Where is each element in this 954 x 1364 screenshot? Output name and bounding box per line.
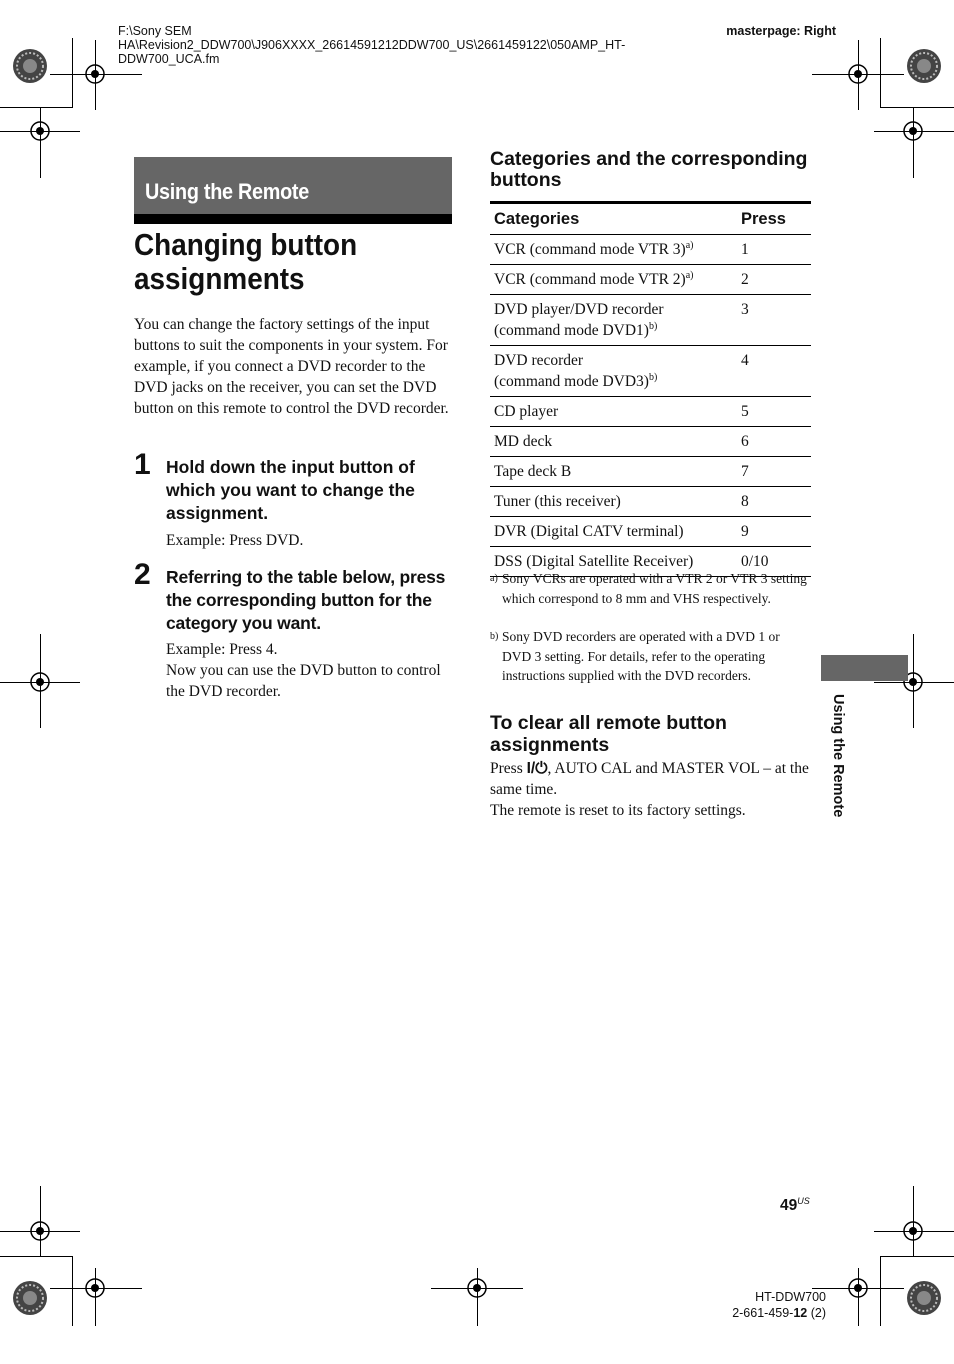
footnote-text: Sony VCRs are operated with a VTR 2 or VTR 3 setting which correspond to 8 mm and VHS respectively. xyxy=(502,571,807,606)
power-icon: I/⏻ xyxy=(526,760,548,777)
table-row xyxy=(490,517,811,547)
crop-line xyxy=(881,107,954,108)
step-number: 2 xyxy=(134,558,151,591)
side-tab-marker xyxy=(821,655,908,681)
step-example-line: Now you can use the DVD button to control the DVD recorder. xyxy=(166,662,441,700)
registration-mark-icon xyxy=(24,115,56,147)
crop-line xyxy=(880,1256,881,1326)
step-example: Example: Press DVD. xyxy=(166,532,304,549)
column-header-press: Press xyxy=(737,203,811,235)
code-revision: 12 xyxy=(793,1306,808,1320)
table-row xyxy=(490,295,811,346)
clear-instruction xyxy=(490,758,812,800)
model-number: HT-DDW700 xyxy=(755,1290,826,1304)
file-path-line: F:\Sony SEM xyxy=(118,24,192,38)
category-text: VCR (command mode VTR 2) xyxy=(494,271,686,288)
side-tab-label xyxy=(826,694,850,854)
registration-mark-icon xyxy=(842,1272,874,1304)
file-path-header xyxy=(118,24,678,66)
step-example xyxy=(166,639,456,702)
page-number xyxy=(780,1196,810,1215)
registration-mark-icon xyxy=(79,58,111,90)
registration-mark-icon xyxy=(24,666,56,698)
crop-line xyxy=(72,1256,73,1326)
category-cell: Tuner (this receiver) xyxy=(490,487,737,517)
registration-mark-icon xyxy=(461,1272,493,1304)
instruction-text: , AUTO CAL and MASTER VOL – at the same time. xyxy=(490,760,809,798)
press-cell: 5 xyxy=(737,397,811,427)
code-suffix: (2) xyxy=(807,1306,826,1320)
color-wheel-icon xyxy=(12,1280,48,1316)
category-cell xyxy=(490,346,737,397)
clear-assignments-heading: To clear all remote button assignments xyxy=(490,712,727,756)
press-cell: 0/10 xyxy=(737,547,811,577)
press-cell: 2 xyxy=(737,265,811,295)
table-row xyxy=(490,487,811,517)
footnote-ref: b) xyxy=(648,371,658,383)
page-title xyxy=(134,228,440,296)
crop-line xyxy=(880,38,881,108)
footnote-ref: a) xyxy=(685,239,694,251)
table-header-row xyxy=(490,203,811,235)
footnote-ref: a) xyxy=(685,269,694,281)
footnote-a xyxy=(490,569,808,608)
step-number: 1 xyxy=(134,448,151,481)
category-text: DVD player/DVD recorder xyxy=(494,301,664,318)
registration-mark-icon xyxy=(842,58,874,90)
category-cell xyxy=(490,295,737,346)
intro-paragraph: You can change the factory settings of the input buttons to suit the components in your system. For example, if you connect a DVD recorder to the DVD jacks on the receiver, you can set the DVD button on this remote to control the DVD recorder. xyxy=(134,316,449,417)
press-cell: 1 xyxy=(737,235,811,265)
press-cell: 6 xyxy=(737,427,811,457)
category-cell: MD deck xyxy=(490,427,737,457)
clear-result: The remote is reset to its factory settings. xyxy=(490,802,746,819)
category-cell: Tape deck B xyxy=(490,457,737,487)
color-wheel-icon xyxy=(12,48,48,84)
category-text: (command mode DVD1) xyxy=(494,322,649,339)
color-wheel-icon xyxy=(906,1280,942,1316)
press-cell: 9 xyxy=(737,517,811,547)
step-heading: Hold down the input button of which you want to change the assignment. xyxy=(166,457,415,523)
table-row xyxy=(490,397,811,427)
category-cell: DVR (Digital CATV terminal) xyxy=(490,517,737,547)
press-cell: 8 xyxy=(737,487,811,517)
registration-mark-icon xyxy=(897,115,929,147)
footnote-b xyxy=(490,627,808,686)
page-number-suffix: US xyxy=(797,1196,810,1206)
page-title-line: assignments xyxy=(134,261,305,296)
table-row xyxy=(490,427,811,457)
registration-mark-icon xyxy=(897,1215,929,1247)
footnote-ref: b) xyxy=(648,320,658,332)
crop-line xyxy=(881,1256,954,1257)
press-cell: 3 xyxy=(737,295,811,346)
category-cell: CD player xyxy=(490,397,737,427)
color-wheel-icon xyxy=(906,48,942,84)
category-cell: DSS (Digital Satellite Receiver) xyxy=(490,547,737,577)
file-path-line: HA\Revision2_DDW700\J906XXXX_26614591212DDW700_US\2661459122\050AMP_HT- xyxy=(118,38,626,52)
table-row xyxy=(490,265,811,295)
section-banner-title: Using the Remote xyxy=(145,179,310,204)
registration-mark-icon xyxy=(79,1272,111,1304)
table-row xyxy=(490,346,811,397)
page-number-value: 49 xyxy=(780,1197,798,1215)
table-row xyxy=(490,235,811,265)
step-heading: Referring to the table below, press the corresponding button for the category you want. xyxy=(166,567,446,633)
category-text: DVD recorder xyxy=(494,352,584,369)
categories-table xyxy=(490,201,811,577)
footnote-mark: b) xyxy=(490,631,499,642)
code-prefix: 2-661-459- xyxy=(732,1306,794,1320)
footnote-text: Sony DVD recorders are operated with a DVD 1 or DVD 3 setting. For details, refer to the operating instructions supplied with the DVD recorders. xyxy=(502,629,780,683)
footnote-mark: a) xyxy=(490,573,498,584)
section-banner xyxy=(134,157,452,224)
crop-line xyxy=(72,38,73,108)
step-example-line: Example: Press 4. xyxy=(166,641,278,658)
table-heading: Categories and the corresponding buttons xyxy=(490,148,808,191)
category-text: (command mode DVD3) xyxy=(494,373,649,390)
registration-mark-icon xyxy=(24,1215,56,1247)
category-cell xyxy=(490,235,737,265)
crop-line xyxy=(0,1256,72,1257)
page-title-line: Changing button xyxy=(134,227,358,262)
column-header-categories: Categories xyxy=(490,203,737,235)
press-cell: 4 xyxy=(737,346,811,397)
document-code xyxy=(700,1306,826,1320)
category-cell xyxy=(490,265,737,295)
clear-assignments-body xyxy=(490,758,812,821)
table-row xyxy=(490,457,811,487)
crop-line xyxy=(0,107,72,108)
side-tab-text: Using the Remote xyxy=(830,694,846,818)
category-text: VCR (command mode VTR 3) xyxy=(494,241,686,258)
instruction-text: Press xyxy=(490,760,527,777)
press-cell: 7 xyxy=(737,457,811,487)
masterpage-label: masterpage: Right xyxy=(726,24,836,38)
file-path-line: DDW700_UCA.fm xyxy=(118,52,220,66)
